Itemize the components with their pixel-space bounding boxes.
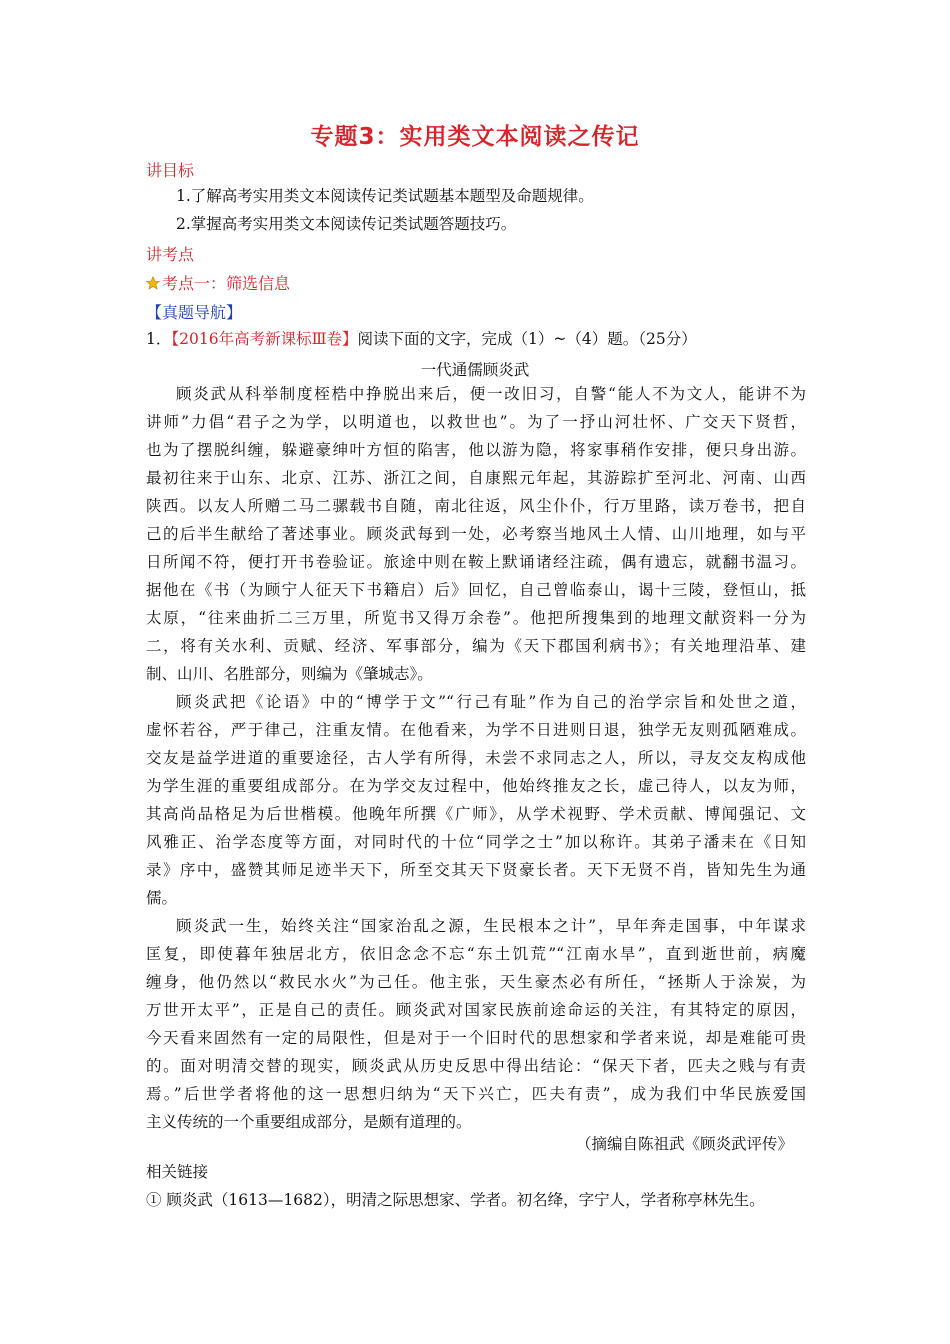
para1-line: 陕西。以友人所赠二马二骡载书自随，南北往返，风尘仆仆，行万里路，读万卷书，把自 [146, 497, 806, 515]
para2-line: 虚怀若谷，严于律己，注重友情。在他看来，为学不日进则日退，独学无友则孤陋难成。 [146, 721, 806, 739]
para2-line: 录》序中，盛赞其师足迹半天下，所至交其天下贤豪长者。天下无贤不肖，皆知先生为通 [146, 861, 806, 879]
para2-line: 其高尚品格足为后世楷模。他晚年所撰《广师》，从学术视野、学术贡献、博闻强记、文 [146, 805, 806, 823]
para1-line: 最初往来于山东、北京、江苏、浙江之间，自康熙元年起，其游踪扩至河北、河南、山西 [146, 469, 806, 487]
para1-line: 也为了摆脱纠缠，躲避豪绅叶方恒的陷害，他以游为隐，将家事稍作安排，便只身出游。 [146, 441, 806, 459]
para3-line: 缠身，他仍然以“救民水火”为己任。他主张，天生豪杰必有所任，“拯斯人于涂炭，为 [146, 973, 806, 991]
related-heading: 相关链接 [146, 1163, 209, 1181]
para2-line: 儒。 [146, 889, 178, 907]
question-instruction: 阅读下面的文字，完成（1）~（4）题。（25分） [357, 330, 697, 348]
para1-line: 二，将有关水利、贡赋、经济、军事部分，编为《天下郡国利病书》；有关地理沿革、建 [146, 637, 806, 655]
article-source: （摘编自陈祖武《顾炎武评传》 [576, 1135, 794, 1153]
para3-line: 今天看来固然有一定的局限性，但是对于一个旧时代的思想家和学者来说，却是难能可贵 [146, 1029, 806, 1047]
para3-line: 的。面对明清交替的现实，顾炎武从历史反思中得出结论：“保天下者，匹夫之贱与有责 [146, 1057, 806, 1075]
navigation-heading: 【真题导航】 [146, 303, 243, 322]
para1-line: 太原，“往来曲折二三万里，所览书又得万余卷”。他把所搜集到的地理文献资料一分为 [146, 609, 806, 627]
para1-line: 日所闻不符，便打开书卷验证。旅途中则在鞍上默诵诸经注疏，偶有遗忘，就翻书温习。 [146, 553, 806, 571]
para2-line: 交友是益学进道的重要途径，古人学有所得，未尝不求同志之人，所以，寻友交友构成他 [146, 749, 806, 767]
point-1-heading [146, 271, 290, 294]
goal-item-2: 2.掌握高考实用类文本阅读传记类试题答题技巧。 [176, 215, 517, 233]
star-icon [146, 276, 160, 290]
para2-line: 顾炎武把《论语》中的“博学于文”“行己有耻”作为自己的治学宗旨和处世之道， [176, 693, 806, 711]
question-line [146, 329, 697, 349]
para2-line: 为学生涯的重要组成部分。在为学交友过程中，他始终推友之长，虚己待人，以友为师， [146, 777, 806, 795]
para1-line: 顾炎武从科举制度桎梏中挣脱出来后，便一改旧习，自警“能人不为文人，能讲不为 [176, 385, 806, 403]
para1-line: 讲师”力倡“君子之为学，以明道也，以救世也”。为了一抒山河壮怀、广交天下贤哲， [146, 413, 806, 431]
para3-line: 顾炎武一生，始终关注“国家治乱之源，生民根本之计”，早年奔走国事，中年谋求 [176, 917, 806, 935]
point-1-label: 考点一：筛选信息 [162, 274, 291, 293]
question-source-tag: 【2016年高考新课标Ⅲ卷】 [171, 330, 358, 348]
question-number: 1． [146, 330, 172, 348]
points-heading: 讲考点 [146, 245, 195, 264]
para3-line: 主义传统的一个重要组成部分，是颇有道理的。 [146, 1113, 472, 1131]
para3-line: 焉。”后世学者将他的这一思想归纳为“天下兴亡，匹夫有责”，成为我们中华民族爱国 [146, 1085, 806, 1103]
related-item-1: ① 顾炎武（1613—1682），明清之际思想家、学者。初名绛，字宁人，学者称亭林先生。 [146, 1191, 765, 1209]
article-title: 一代通儒顾炎武 [420, 361, 530, 379]
goal-heading: 讲目标 [146, 161, 195, 180]
para1-line: 己的后半生献给了著述事业。顾炎武每到一处，必考察当地风土人情、山川地理，如与平 [146, 525, 806, 543]
para1-line: 制、山川、名胜部分，则编为《肇城志》。 [146, 665, 433, 683]
page-title: 专题3：实用类文本阅读之传记 [310, 124, 640, 150]
para3-line: 万世开太平”，正是自己的责任。顾炎武对国家民族前途命运的关注，有其特定的原因， [146, 1001, 806, 1019]
para2-line: 风雅正、治学态度等方面，对同时代的十位“同学之士”加以称许。其弟子潘耒在《日知 [146, 833, 806, 851]
para3-line: 匡复，即使暮年独居北方，依旧念念不忘“东土饥荒”“江南水旱”，直到逝世前，病魔 [146, 945, 806, 963]
para1-line: 据他在《书（为顾宁人征天下书籍启）后》回忆，自己曾临泰山，谒十三陵，登恒山，抵 [146, 581, 806, 599]
goal-item-1: 1.了解高考实用类文本阅读传记类试题基本题型及命题规律。 [176, 187, 594, 205]
